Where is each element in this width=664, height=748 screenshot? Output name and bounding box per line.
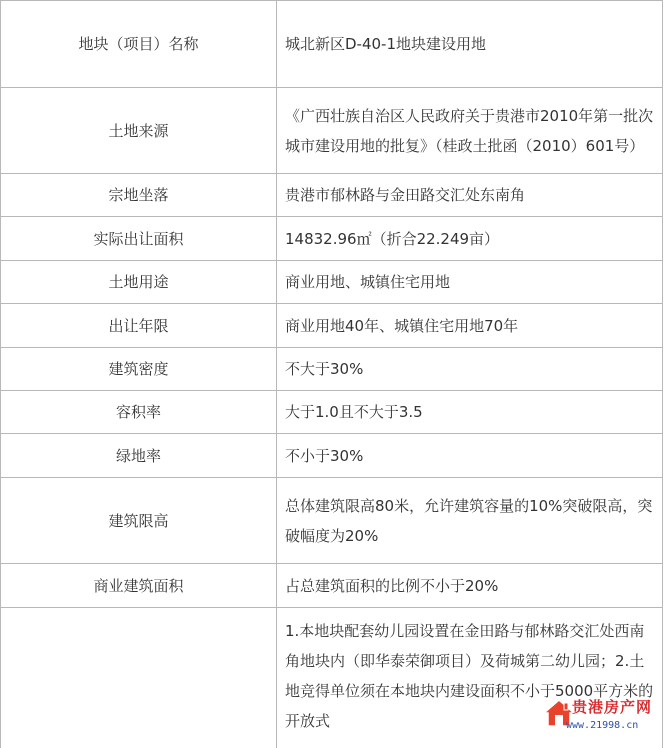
watermark-url: www.21998.cn (566, 720, 639, 731)
row-value: 总体建筑限高80米，允许建筑容量的10%突破限高，突破幅度为20% (277, 478, 663, 564)
table-row (1, 261, 663, 304)
row-key: 容积率 (1, 391, 277, 434)
table-row (1, 348, 663, 391)
row-value: 1.本地块配套幼儿园设置在金田路与郁林路交汇处西南角地块内（即华泰荣御项目）及荷城第二幼儿园；2.土地竞得单位须在本地块内建设面积不小于5000平方米的开放式 (277, 608, 663, 748)
row-value: 大于1.0且不大于3.5 (277, 391, 663, 434)
row-value: 14832.96㎡（折合22.249亩） (277, 217, 663, 261)
row-key: 建筑限高 (1, 478, 277, 564)
row-key: 土地来源 (1, 88, 277, 174)
site-watermark (542, 696, 660, 742)
table-row (1, 1, 663, 88)
row-key: 建筑密度 (1, 348, 277, 391)
row-key: 土地用途 (1, 261, 277, 304)
row-key: 商业建筑面积 (1, 564, 277, 608)
row-key: 地块（项目）名称 (1, 1, 277, 88)
row-value: 商业用地、城镇住宅用地 (277, 261, 663, 304)
table-row (1, 391, 663, 434)
row-value: 贵港市郁林路与金田路交汇处东南角 (277, 174, 663, 217)
row-key: 实际出让面积 (1, 217, 277, 261)
row-value: 不小于30% (277, 434, 663, 478)
table-row (1, 88, 663, 174)
row-value: 不大于30% (277, 348, 663, 391)
table-row (1, 478, 663, 564)
row-key: 宗地坐落 (1, 174, 277, 217)
watermark-name: 贵港房产网 (572, 698, 653, 716)
row-value: 占总建筑面积的比例不小于20% (277, 564, 663, 608)
row-key: 出让年限 (1, 304, 277, 348)
table-row (1, 174, 663, 217)
table-row (1, 564, 663, 608)
row-value: 商业用地40年、城镇住宅用地70年 (277, 304, 663, 348)
table-row (1, 304, 663, 348)
row-value: 《广西壮族自治区人民政府关于贵港市2010年第一批次城市建设用地的批复》（桂政土批函（2010）601号） (277, 88, 663, 174)
row-key (1, 608, 277, 748)
table-row (1, 434, 663, 478)
row-value: 城北新区D-40-1地块建设用地 (277, 1, 663, 88)
row-key: 绿地率 (1, 434, 277, 478)
table-row (1, 217, 663, 261)
